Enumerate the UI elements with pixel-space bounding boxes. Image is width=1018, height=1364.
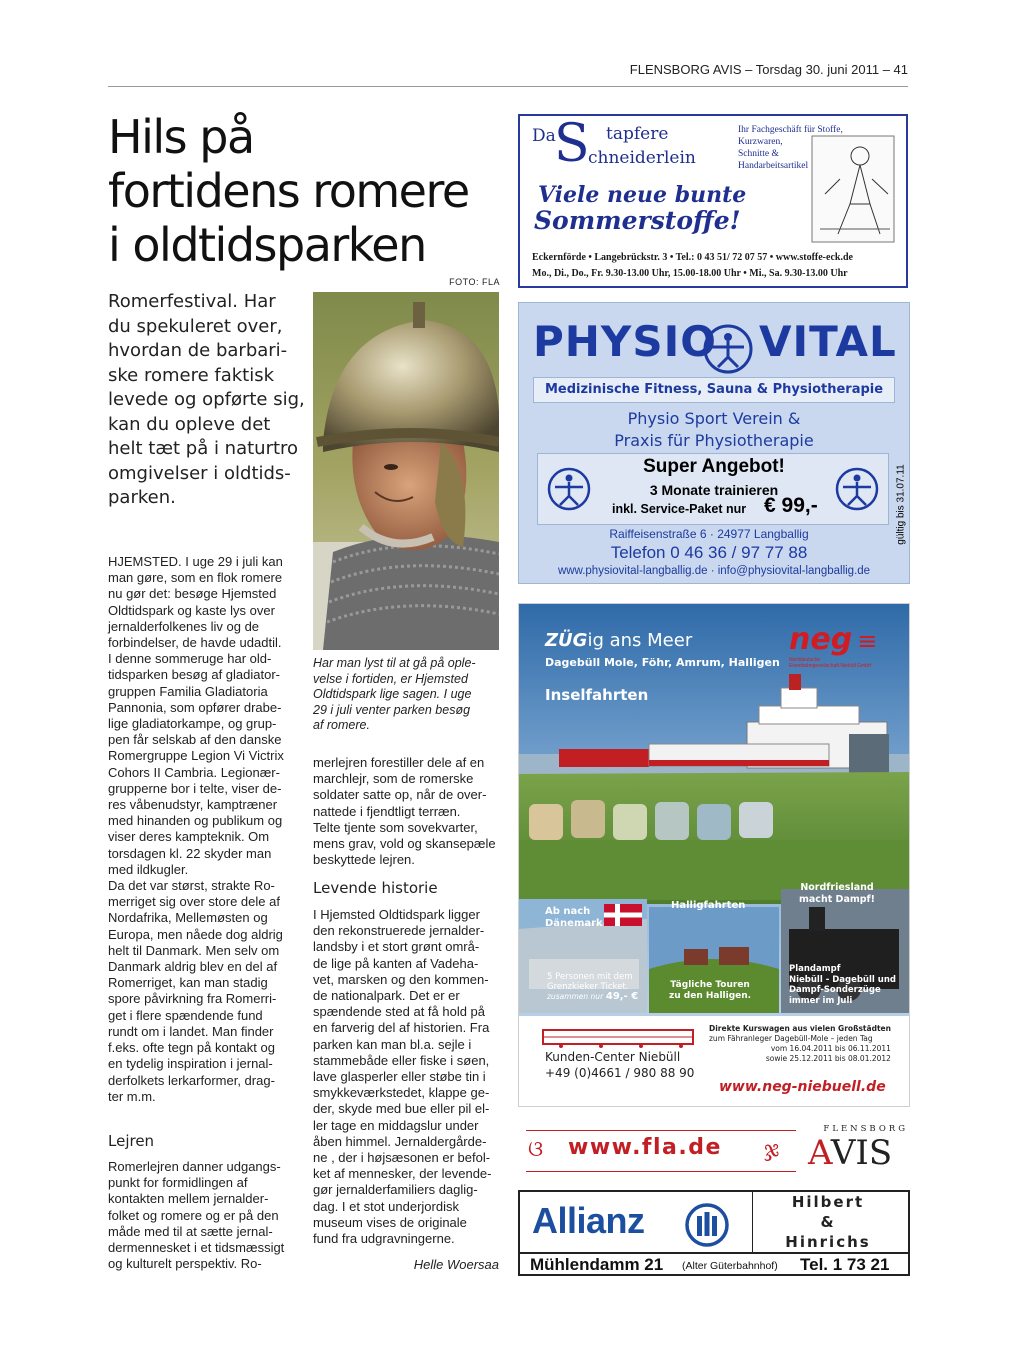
lead-line: parken. [108,487,176,508]
body-line: Europa, men nåede dog aldrig [108,926,283,942]
physio-offer-box [537,453,889,525]
ad-stoffe-chneiderlein: chneiderlein [588,148,696,168]
neg-logo-lines-icon: ≡ [857,627,878,655]
body-line: marchlejr, som de romerske [313,771,474,787]
ad-physio-vital[interactable] [518,302,910,584]
body-column-2-cont [313,907,503,1247]
body-line: ler tage en middagslur under [313,1117,479,1133]
physio-offer-line-2: inkl. Service-Paket nur [612,502,747,516]
body-line: viser deres kampteknik. Om [108,829,270,845]
logo-main: AVIS [808,1133,893,1173]
lead-line: omgivelser i oldtids- [108,462,291,484]
subheading-levende-historie: Levende historie [313,879,438,897]
body-line: spændende sted at få hold på [313,1004,486,1020]
body-line: de nationalpark. Det er er [313,988,460,1004]
body-line: res våbenudstyr, kamptræner [108,797,278,813]
body-line: mens grav, vold og skansepæle [313,836,496,852]
physio-address: Raiffeisenstraße 6 · 24977 Langballig [609,527,809,541]
body-line: merriget sig over store dele af [108,894,280,910]
body-column-1 [108,554,298,1105]
body-line: Oldtidspark og kaste lys over [108,602,275,618]
lead-line: kan du opleve det [108,413,271,435]
body-line: derfolkets lerkarformer, drag- [108,1072,275,1088]
body-line: rundt om i landet. Man finder [108,1023,274,1039]
body-line: med hinanden og publikum og [108,813,283,829]
physio-banner: Medizinische Fitness, Sauna & Physiotherapie [533,377,895,403]
body-line: med ildkugler. [108,861,189,877]
body-line: der, skyde med bue eller pil el- [313,1101,490,1117]
physio-offer-title: Super Angebot! [643,456,785,477]
body-line: merlejren forestiller dele af en [313,755,485,770]
allianz-agents: Hilbert & Hinrichs [752,1192,903,1254]
body-line: gruppen Familia Gladiatoria [108,683,268,699]
body-line: vet, marsken og den kommen- [313,971,489,987]
body-line: nu gør det: besøge Hjemsted [108,586,277,602]
photo-credit: FOTO: FLA [449,277,500,287]
ad-allianz[interactable] [518,1190,910,1276]
body-column-2 [313,755,503,868]
lead-line: helt tæt på i naturtro [108,438,299,459]
neg-panel1-title: Ab nach Dänemark [545,906,603,929]
body-line: smykkeværkstedet, klappe ge- [313,1085,490,1101]
page-header [108,62,908,87]
logo-top: FLENSBORG [823,1124,908,1134]
tailor-drawing-icon [810,134,896,244]
body-line: tidsparken besøg af gladiator- [108,667,280,683]
body-line: Danmark aldrig blev en del af [108,959,278,975]
neg-title: ZÜGig ans Meer [545,630,693,651]
body-line: spore påvirkning fra Romerri- [108,991,277,1007]
physio-price: € 99,- [764,494,818,517]
danish-flag-icon [604,904,642,926]
article-lead [108,290,305,511]
caption-line: velse i fortiden, er Hjemsted [313,671,468,686]
ad-stoffe-slogan-2: Sommerstoffe! [534,206,741,235]
ad-stoffe-address: Eckernförde • Langebrückstr. 3 • Tel.: 0 43 51/ 72 07 57 • www.stoffe-eck.de [532,252,853,263]
flensborg-avis-logo [808,1124,908,1176]
body-line: en farverig del af historien. Fra [313,1020,490,1036]
body-line: fund fra udgravningerne. [313,1231,455,1247]
body-line: ter m.m. [108,1088,156,1104]
lead-line: du spekuleret over, [108,315,283,337]
neg-inselfahrten: Inselfahrten [545,686,649,704]
neg-phone: +49 (0)4661 / 980 88 90 [545,1066,695,1080]
body-line: stammebåde eller fiske i søen, [313,1052,490,1068]
vital-wordmark: VITAL [759,317,897,366]
physio-web[interactable]: www.physiovital-langballig.de · info@physiovital-langballig.de [557,565,871,577]
body-line: dag. I et stot underjordisk [313,1198,459,1214]
body-line: måde med til at sætte jernal- [108,1223,273,1239]
lead-line: ske romere faktisk [108,364,275,386]
neg-logo [789,622,901,672]
neg-subtitle: Dagebüll Mole, Föhr, Amrum, Halligen [545,656,780,669]
body-line: pen får selskab af den danske [108,732,282,748]
body-line: museum vises de originale [313,1214,467,1230]
physio-offer-line-1: 3 Monate trainieren [649,482,779,498]
body-line: parken kan man bl.a. sejle i [313,1036,472,1052]
body-line: man gøre, som en flok romere [108,570,283,586]
neg-kurswagen: Direkte Kurswagen aus vielen Großstädten zum Fähranleger Dagebüll-Mole – jeden Tag vom 16.04.2011 bis 06.11.2011 sowie 25.12.2011 bis 08.01.2012 [709,1024,891,1063]
photo-caption [313,656,500,734]
body-line: punkt for formidlingen af [108,1175,248,1191]
body-line: Romergruppe Legion Vi Victrix [108,748,284,764]
physio-validity: gültig bis 31.07.11 [895,464,907,545]
ad-stoffe-tagline: Ihr Fachgeschäft für Stoffe, Kurzwaren, Schnitte & Handarbeitsartikel [738,125,843,171]
body-line: og kulturelt perspektiv. Ro- [108,1256,262,1272]
body-line: ne , der i højsæsonen er befol- [313,1150,491,1166]
ad-stoffe-hours: Mo., Di., Do., Fr. 9.30-13.00 Uhr, 15.00-18.00 Uhr • Mi., Sa. 9.30-13.00 Uhr [532,268,848,279]
body-line: Romerlejren danner udgangs- [108,1159,281,1174]
roman-soldier-illustration [313,292,499,650]
headline-line: i oldtidsparken [108,218,426,272]
body-column-1-cont [108,1159,298,1272]
ad-stoffe-slogan-1: Viele neue bunte [538,182,747,208]
body-line: get i flere spændende fund [108,1007,263,1023]
caption-line: 29 i juli venter parken besøg [313,702,471,717]
vitruvian-logo-icon [702,323,754,375]
body-line: Pannonia, som opfører drabe- [108,699,282,715]
body-line: en tydelig inspiration i jernal- [108,1056,273,1072]
allianz-address-note: (Alter Güterbahnhof) [682,1260,778,1272]
body-line: I Hjemsted Oldtidspark ligger [313,907,480,922]
allianz-wordmark: Allianz [532,1200,645,1241]
body-line: de lige på kanten af Vadeha- [313,955,479,971]
body-line: beskyttede lejren. [313,852,415,868]
body-line: lige gladiatorkampe, og grup- [108,716,277,732]
body-line: landsby i et stort grønt områ- [313,939,480,955]
caption-line: af romere. [313,718,370,732]
lead-line: hvordan de barbari- [108,340,288,361]
author-signature: Helle Woersaa [413,1257,499,1272]
body-line: gør jernalderfamiliers daglig- [313,1182,478,1198]
body-line: kontakten mellem jernalder- [108,1191,269,1207]
caption-line: Oldtidspark lige sagen. I uge [313,687,472,701]
allianz-address-row [520,1252,908,1278]
header-text: FLENSBORG AVIS – Torsdag 30. juni 2011 – 41 [629,62,908,77]
allianz-address: Mühlendamm 21 [530,1255,664,1274]
body-line: Nordafrika, Mellemøsten og [108,910,268,926]
body-line: soldater satte op, når de over- [313,787,487,803]
caption-line: Har man lyst til at gå på ople- [313,656,476,670]
body-line: nattede i fjendtligt terræn. [313,803,461,819]
headline-line: Hils på [108,110,254,164]
body-line: grupperne bor i telte, viser de- [108,780,282,796]
physio-club-line-2: Praxis für Physiotherapie [614,431,814,450]
lead-line: levede og opførte sig, [108,389,305,410]
neg-panel3-title: Nordfriesland macht Dampf! [799,882,876,905]
fla-url[interactable]: www.fla.de [568,1135,722,1160]
body-line: lave glasperler eller støbe tin i [313,1069,486,1085]
allianz-eagle-icon [684,1202,730,1248]
physio-wordmark: PHYSIO [533,317,717,366]
body-line: folket og romere og er på den [108,1207,279,1223]
ad-fla[interactable] [518,1120,910,1178]
body-line: forbindelser, de havde udadtil. [108,635,282,651]
body-line: I denne sommeruge har old- [108,651,272,667]
headline-line: fortidens romere [108,164,469,218]
body-line: helt til Danmark. Men selv om [108,942,280,958]
article-headline [108,110,508,272]
body-line: torsdagen kl. 22 skyder man [108,845,272,861]
body-line: åben himmel. Jernaldergårde- [313,1133,487,1149]
subheading-lejren: Lejren [108,1132,155,1150]
ad-neg-niebuell[interactable] [518,603,910,1107]
neg-panel2-title: Halligfahrten [671,900,746,911]
physio-phone: Telefon 0 46 36 / 97 77 88 [610,543,808,562]
body-line: jernalderfolkenes liv og de [108,618,260,634]
lead-line: Romerfestival. Har [108,291,276,312]
allianz-phone: Tel. 1 73 21 [800,1255,890,1274]
body-line: ket af mennesker, der levende- [313,1166,492,1182]
body-line: Da det var størst, strakte Ro- [108,878,275,894]
neg-panel2-text: Tägliche Touren zu den Halligen. [669,980,752,1001]
body-line: Romerriget, kan man stadig [108,975,268,991]
body-line: den rekonstruerede jernalder- [313,923,485,939]
ad-stoffe-tapfere: tapfere [606,124,669,144]
neg-panel1-text: 5 Personen mit dem Grenzkieker Ticket. zusammen nur 49,- € [547,972,639,1002]
neg-logo-sub: Norddeutsche Eisenbahngesellschaft Niebüll GmbH [789,657,872,669]
body-line: f.eks. ofte tegn på kontakt og [108,1040,275,1056]
neg-panel3-text: Plandampf Niebüll - Dagebüll und Dampf-Sonderzüge immer im Juli [789,964,896,1006]
flourish-left-icon: ଓ [528,1137,544,1162]
ad-stapfere-schneiderlein[interactable] [518,114,908,288]
physio-club-line-1: Physio Sport Verein & [627,409,801,428]
neg-logo-text: neg [789,622,853,657]
body-line: Cohors II Cambria. Legionær- [108,764,280,780]
ad-stoffe-da: Da [532,126,556,146]
body-line: HJEMSTED. I uge 29 i juli kan [108,554,283,569]
fla-url-box[interactable] [526,1130,796,1172]
flourish-right-icon: ჯ [764,1137,780,1162]
ad-stoffe-s: S [554,114,590,174]
train-drawing-icon [541,1026,701,1050]
roman-soldier-photo [313,292,499,650]
body-line: dermennesket i et tidsmæssigt [108,1240,285,1256]
neg-web[interactable]: www.neg-niebuell.de [719,1079,886,1095]
neg-center: Kunden-Center Niebüll [545,1050,681,1064]
body-line: Telte tjente som sovekvarter, [313,819,478,835]
